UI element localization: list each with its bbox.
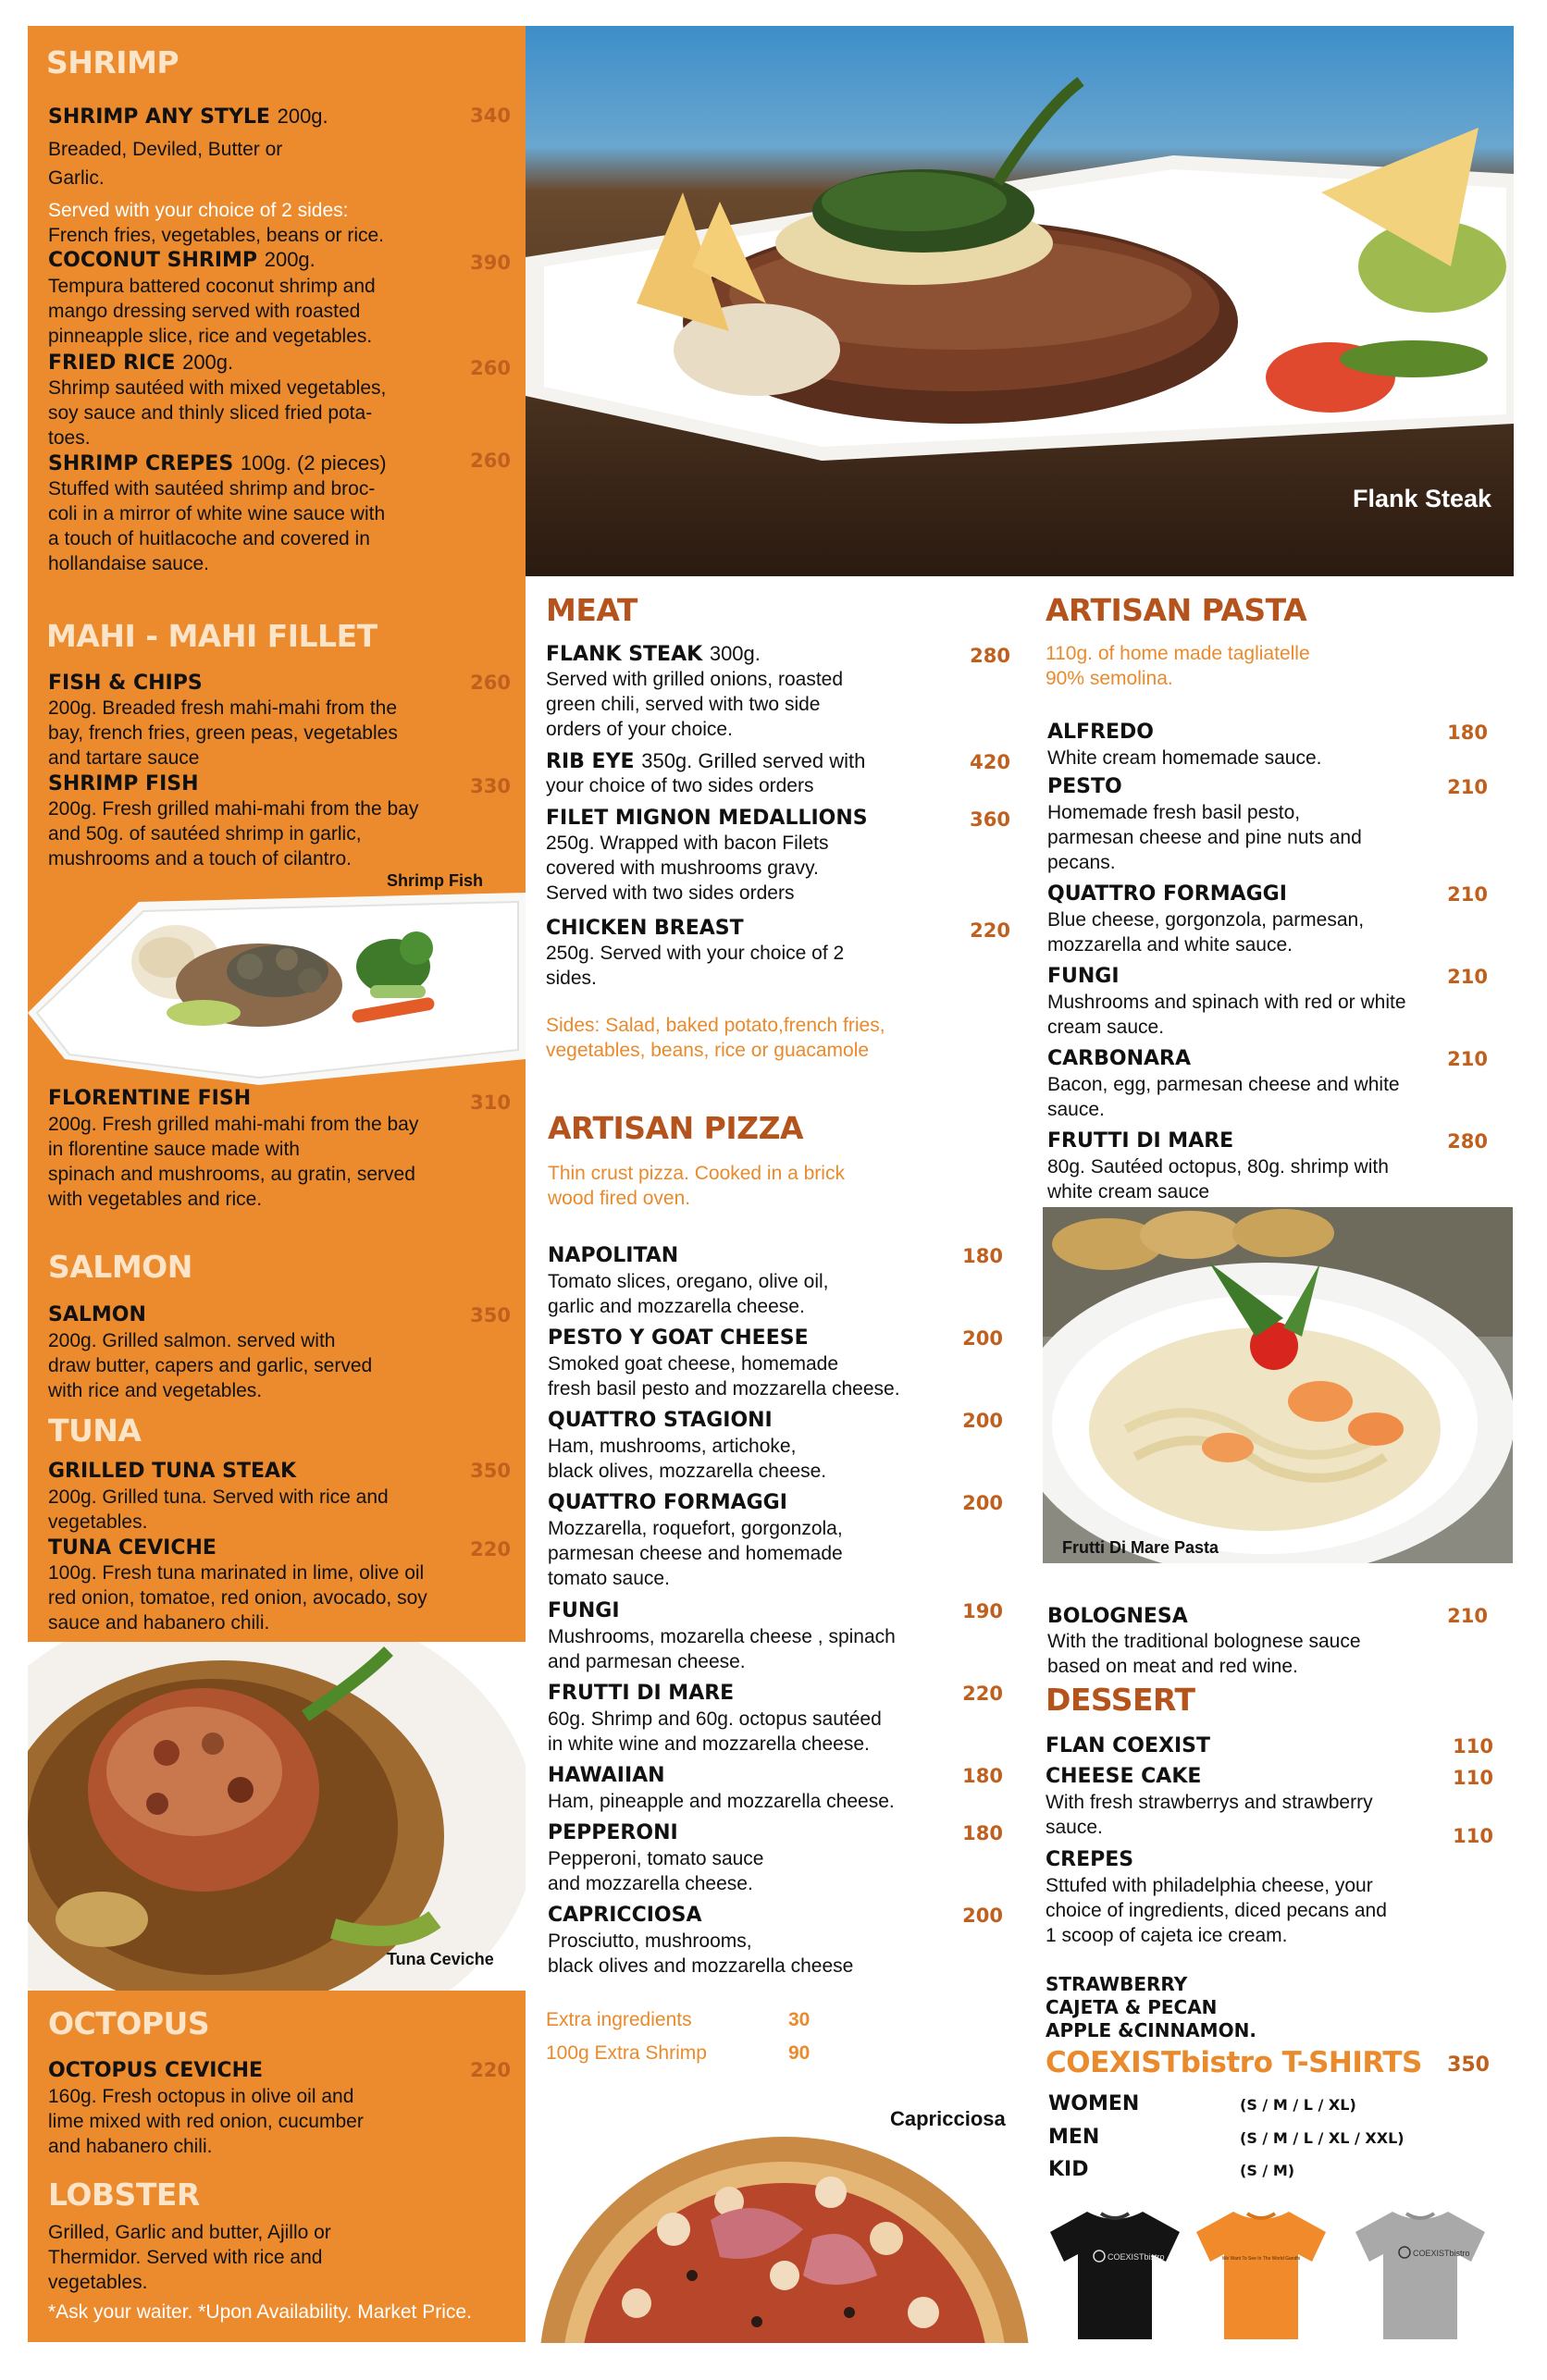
price-chicken-breast: 220: [970, 919, 1010, 942]
price-cheese-cake: 110: [1453, 1767, 1493, 1789]
pizza-item-price: 180: [962, 1822, 1003, 1844]
svg-text:COEXISTbistro: COEXISTbistro: [1413, 2249, 1470, 2258]
price-shrimp-crepes: 260: [470, 450, 511, 472]
pasta-item-price: 210: [1447, 776, 1488, 798]
price-tuna-ceviche: 220: [470, 1538, 511, 1560]
pizza-item-name: CAPRICCIOSA: [548, 1904, 702, 1927]
pizza-item-price: 180: [962, 1765, 1003, 1787]
pizza-item-price: 190: [962, 1600, 1003, 1622]
item-flank-steak: FLANK STEAK 300g.: [546, 642, 761, 666]
pizza-item-name: NAPOLITAN: [548, 1244, 679, 1267]
svg-text:COEXISTbistro: COEXISTbistro: [1108, 2252, 1165, 2262]
caption-frutti-di-mare-pasta: Frutti Di Mare Pasta: [1062, 1538, 1219, 1557]
pizza-item-price: 200: [962, 1492, 1003, 1514]
item-filet-mignon: FILET MIGNON MEDALLIONS: [546, 807, 868, 830]
pizza-item-desc: Smoked goat cheese, homemade fresh basil pesto and mozzarella cheese.: [548, 1353, 900, 1400]
price-flank-steak: 280: [970, 645, 1010, 667]
item-chicken-breast: CHICKEN BREAST: [546, 917, 744, 940]
desc-shrimp-any-style: Breaded, Deviled, Butter or Garlic.: [48, 139, 283, 189]
desc-fried-rice: Shrimp sautéed with mixed vegetables, soy sauce and thinly sliced fried pota- toes.: [48, 377, 387, 449]
desc-florentine-fish: 200g. Fresh grilled mahi-mahi from the bay in florentine sauce made with spinach and mushrooms, au gratin, served with vegetables and rice.: [48, 1114, 419, 1210]
tshirt-women-sizes: (S / M / L / XL): [1240, 2096, 1356, 2114]
pizza-extra-shrimp: 100g Extra Shrimp: [546, 2042, 707, 2064]
tuna-ceviche-photo: [28, 1642, 526, 1991]
pasta-item-name: CARBONARA: [1047, 1047, 1191, 1070]
pizza-item-price: 220: [962, 1683, 1003, 1705]
section-title-tshirts: COEXISTbistro T-SHIRTS: [1046, 2046, 1422, 2079]
pasta-item-desc: Homemade fresh basil pesto, parmesan cheese and pine nuts and pecans.: [1047, 802, 1362, 873]
desc-grilled-tuna-steak: 200g. Grilled tuna. Served with rice and vegetables.: [48, 1486, 389, 1533]
tshirt-kid-sizes: (S / M): [1240, 2162, 1295, 2179]
item-octopus-ceviche: OCTOPUS CEVICHE: [48, 2059, 264, 2082]
pasta-item-desc: 80g. Sautéed octopus, 80g. shrimp with white cream sauce: [1047, 1156, 1389, 1202]
pasta-item-name: FRUTTI DI MARE: [1047, 1129, 1234, 1153]
section-title-mahi-mahi: MAHI - MAHI FILLET: [46, 618, 377, 654]
tshirt-orange-icon: [1192, 2204, 1330, 2343]
pasta-intro: 110g. of home made tagliatelle 90% semolina.: [1046, 643, 1310, 689]
caption-shrimp-fish: Shrimp Fish: [387, 871, 484, 890]
pizza-item-desc: Ham, mushrooms, artichoke, black olives, mozzarella cheese.: [548, 1436, 827, 1482]
item-coconut-shrimp: COCONUT SHRIMP 200g.: [48, 248, 316, 272]
price-grilled-tuna-steak: 350: [470, 1460, 511, 1482]
pizza-item-price: 200: [962, 1905, 1003, 1927]
tshirt-gray-icon: [1351, 2204, 1490, 2343]
section-title-shrimp: SHRIMP: [46, 44, 179, 80]
pizza-item-name: FUNGI: [548, 1599, 620, 1622]
tshirt-men-label: MEN: [1048, 2126, 1100, 2149]
section-title-dessert: DESSERT: [1046, 1682, 1195, 1718]
price-octopus-ceviche: 220: [470, 2059, 511, 2081]
desc-octopus-ceviche: 160g. Fresh octopus in olive oil and lime mixed with red onion, cucumber and habanero chili.: [48, 2086, 364, 2157]
pizza-item-desc: Mushrooms, mozarella cheese , spinach and parmesan cheese.: [548, 1626, 896, 1672]
pasta-item-price: 210: [1447, 1048, 1488, 1070]
pasta-item-name: PESTO: [1047, 775, 1122, 798]
item-shrimp-crepes: SHRIMP CREPES 100g. (2 pieces): [48, 451, 387, 475]
pasta-item-price: 180: [1447, 721, 1488, 744]
sides-options: French fries, vegetables, beans or rice.: [48, 225, 385, 246]
desc-chicken-breast: 250g. Served with your choice of 2 sides.: [546, 943, 845, 989]
pizza-item-desc: 60g. Shrimp and 60g. octopus sautéed in white wine and mozzarella cheese.: [548, 1708, 882, 1755]
pizza-extra-ingredients-price: 30: [788, 2009, 811, 2030]
pizza-item-name: PESTO Y GOAT CHEESE: [548, 1326, 809, 1350]
desc-crepes: Sttufed with philadelphia cheese, your choice of ingredients, diced pecans and 1 scoop of cajeta ice cream.: [1046, 1875, 1387, 1946]
item-rib-eye: RIB EYE 350g. Grilled served with: [546, 749, 866, 773]
item-flan-coexist: FLAN COEXIST: [1046, 1734, 1211, 1757]
item-florentine-fish: FLORENTINE FISH: [48, 1087, 252, 1110]
tshirt-women-label: WOMEN: [1048, 2092, 1140, 2115]
pizza-item-name: PEPPERONI: [548, 1821, 678, 1844]
desc-fish-chips: 200g. Breaded fresh mahi-mahi from the bay, french fries, green peas, vegetables and tartare sauce: [48, 697, 398, 769]
pasta-item-name: ALFREDO: [1047, 721, 1155, 744]
item-grilled-tuna-steak: GRILLED TUNA STEAK: [48, 1460, 297, 1483]
price-fish-chips: 260: [470, 672, 511, 694]
item-cheese-cake: CHEESE CAKE: [1046, 1765, 1202, 1788]
pizza-item-price: 200: [962, 1410, 1003, 1432]
svg-text:We Want To See In The World Ga: We Want To See In The World Gandhi: [1221, 2256, 1301, 2262]
tshirt-black-icon: [1046, 2204, 1184, 2343]
caption-flank-steak: Flank Steak: [1353, 485, 1492, 512]
pasta-item-desc: Bacon, egg, parmesan cheese and white sauce.: [1047, 1074, 1400, 1120]
item-crepes: CREPES: [1046, 1848, 1134, 1871]
price-rib-eye: 420: [970, 751, 1010, 773]
pasta-item-desc: White cream homemade sauce.: [1047, 747, 1322, 769]
desc-coconut-shrimp: Tempura battered coconut shrimp and mango dressing served with roasted pinneapple slice, rice and vegetables.: [48, 276, 376, 347]
price-bolognesa: 210: [1447, 1605, 1488, 1627]
pizza-item-name: HAWAIIAN: [548, 1764, 665, 1787]
section-title-octopus: OCTOPUS: [48, 2005, 210, 2041]
desc-shrimp-fish: 200g. Fresh grilled mahi-mahi from the bay and 50g. of sautéed shrimp in garlic, mushrooms and a touch of cilantro.: [48, 798, 419, 869]
section-title-salmon: SALMON: [48, 1249, 192, 1285]
desc-rib-eye: your choice of two sides orders: [546, 775, 814, 796]
pasta-item-price: 210: [1447, 883, 1488, 906]
shrimp-fish-photo: [28, 874, 526, 1087]
item-shrimp-fish: SHRIMP FISH: [48, 772, 199, 795]
pizza-item-name: QUATTRO FORMAGGI: [548, 1491, 787, 1514]
price-salmon: 350: [470, 1304, 511, 1326]
desc-flank-steak: Served with grilled onions, roasted green chili, served with two side orders of your choice.: [546, 669, 844, 740]
crepe-flavors: STRAWBERRY CAJETA & PECAN APPLE &CINNAMON.: [1046, 1973, 1256, 2041]
meat-sides-note: Sides: Salad, baked potato,french fries, vegetables, beans, rice or guacamole: [546, 1015, 885, 1061]
pizza-item-name: FRUTTI DI MARE: [548, 1682, 735, 1705]
desc-filet-mignon: 250g. Wrapped with bacon Filets covered with mushrooms gravy. Served with two sides orders: [546, 832, 829, 904]
frutti-di-mare-pasta-photo: [1043, 1207, 1513, 1563]
price-crepes: 110: [1453, 1825, 1493, 1847]
desc-lobster: Grilled, Garlic and butter, Ajillo or Thermidor. Served with rice and vegetables.: [48, 2222, 331, 2293]
item-tuna-ceviche: TUNA CEVICHE: [48, 1536, 217, 1560]
desc-bolognesa: With the traditional bolognese sauce based on meat and red wine.: [1047, 1631, 1361, 1677]
item-salmon: SALMON: [48, 1303, 146, 1326]
item-shrimp-any-style: SHRIMP ANY STYLE 200g.: [48, 105, 328, 129]
pasta-item-name: QUATTRO FORMAGGI: [1047, 882, 1287, 906]
section-title-tuna: TUNA: [48, 1412, 142, 1449]
tshirt-men-sizes: (S / M / L / XL / XXL): [1240, 2129, 1405, 2147]
desc-salmon: 200g. Grilled salmon. served with draw butter, capers and garlic, served with rice and vegetables.: [48, 1330, 373, 1401]
item-fried-rice: FRIED RICE 200g.: [48, 351, 234, 375]
pizza-item-desc: Ham, pineapple and mozzarella cheese.: [548, 1791, 895, 1812]
pizza-item-price: 200: [962, 1327, 1003, 1350]
pizza-intro: Thin crust pizza. Cooked in a brick wood fired oven.: [548, 1163, 845, 1209]
price-flan-coexist: 110: [1453, 1735, 1493, 1757]
section-title-artisan-pizza: ARTISAN PIZZA: [548, 1110, 804, 1146]
pizza-item-desc: Mozzarella, roquefort, gorgonzola, parmesan cheese and homemade tomato sauce.: [548, 1518, 843, 1589]
item-fish-chips: FISH & CHIPS: [48, 672, 203, 695]
price-shrimp-fish: 330: [470, 775, 511, 797]
lobster-note: *Ask your waiter. *Upon Availability. Market Price.: [48, 2301, 472, 2323]
pasta-item-desc: Blue cheese, gorgonzola, parmesan, mozzarella and white sauce.: [1047, 909, 1365, 956]
pizza-item-desc: Prosciutto, mushrooms, black olives and mozzarella cheese: [548, 1930, 854, 1977]
sides-shrimp-any-style: Served with your choice of 2 sides:: [48, 200, 349, 221]
pasta-item-desc: Mushrooms and spinach with red or white cream sauce.: [1047, 992, 1406, 1038]
price-florentine-fish: 310: [470, 1091, 511, 1114]
caption-capricciosa: Capricciosa: [890, 2107, 1006, 2130]
item-bolognesa: BOLOGNESA: [1047, 1605, 1188, 1628]
pizza-extra-shrimp-price: 90: [788, 2042, 811, 2064]
desc-tuna-ceviche: 100g. Fresh tuna marinated in lime, olive oil red onion, tomatoe, red onion, avocado, soy sauce and habanero chili.: [48, 1562, 427, 1634]
section-title-artisan-pasta: ARTISAN PASTA: [1046, 592, 1307, 628]
pizza-item-name: QUATTRO STAGIONI: [548, 1409, 773, 1432]
price-fried-rice: 260: [470, 357, 511, 379]
caption-tuna-ceviche: Tuna Ceviche: [387, 1950, 494, 1968]
price-filet-mignon: 360: [970, 808, 1010, 831]
pasta-item-name: FUNGI: [1047, 965, 1120, 988]
price-shrimp-any-style: 340: [470, 105, 511, 127]
pasta-item-price: 280: [1447, 1130, 1488, 1153]
section-title-meat: MEAT: [546, 592, 637, 628]
price-tshirts: 350: [1447, 2053, 1490, 2077]
pizza-extra-ingredients: Extra ingredients: [546, 2009, 692, 2030]
pizza-item-price: 180: [962, 1245, 1003, 1267]
section-title-lobster: LOBSTER: [48, 2177, 200, 2213]
desc-cheese-cake: With fresh strawberrys and strawberry sauce.: [1046, 1792, 1373, 1838]
desc-shrimp-crepes: Stuffed with sautéed shrimp and broc- coli in a mirror of white wine sauce with a touch of huitlacoche and covered in hollandaise sauce.: [48, 478, 386, 574]
pizza-item-desc: Pepperoni, tomato sauce and mozzarella cheese.: [548, 1848, 764, 1894]
tshirt-kid-label: KID: [1048, 2158, 1089, 2181]
pasta-item-price: 210: [1447, 966, 1488, 988]
pizza-item-desc: Tomato slices, oregano, olive oil, garlic and mozzarella cheese.: [548, 1271, 829, 1317]
price-coconut-shrimp: 390: [470, 252, 511, 274]
